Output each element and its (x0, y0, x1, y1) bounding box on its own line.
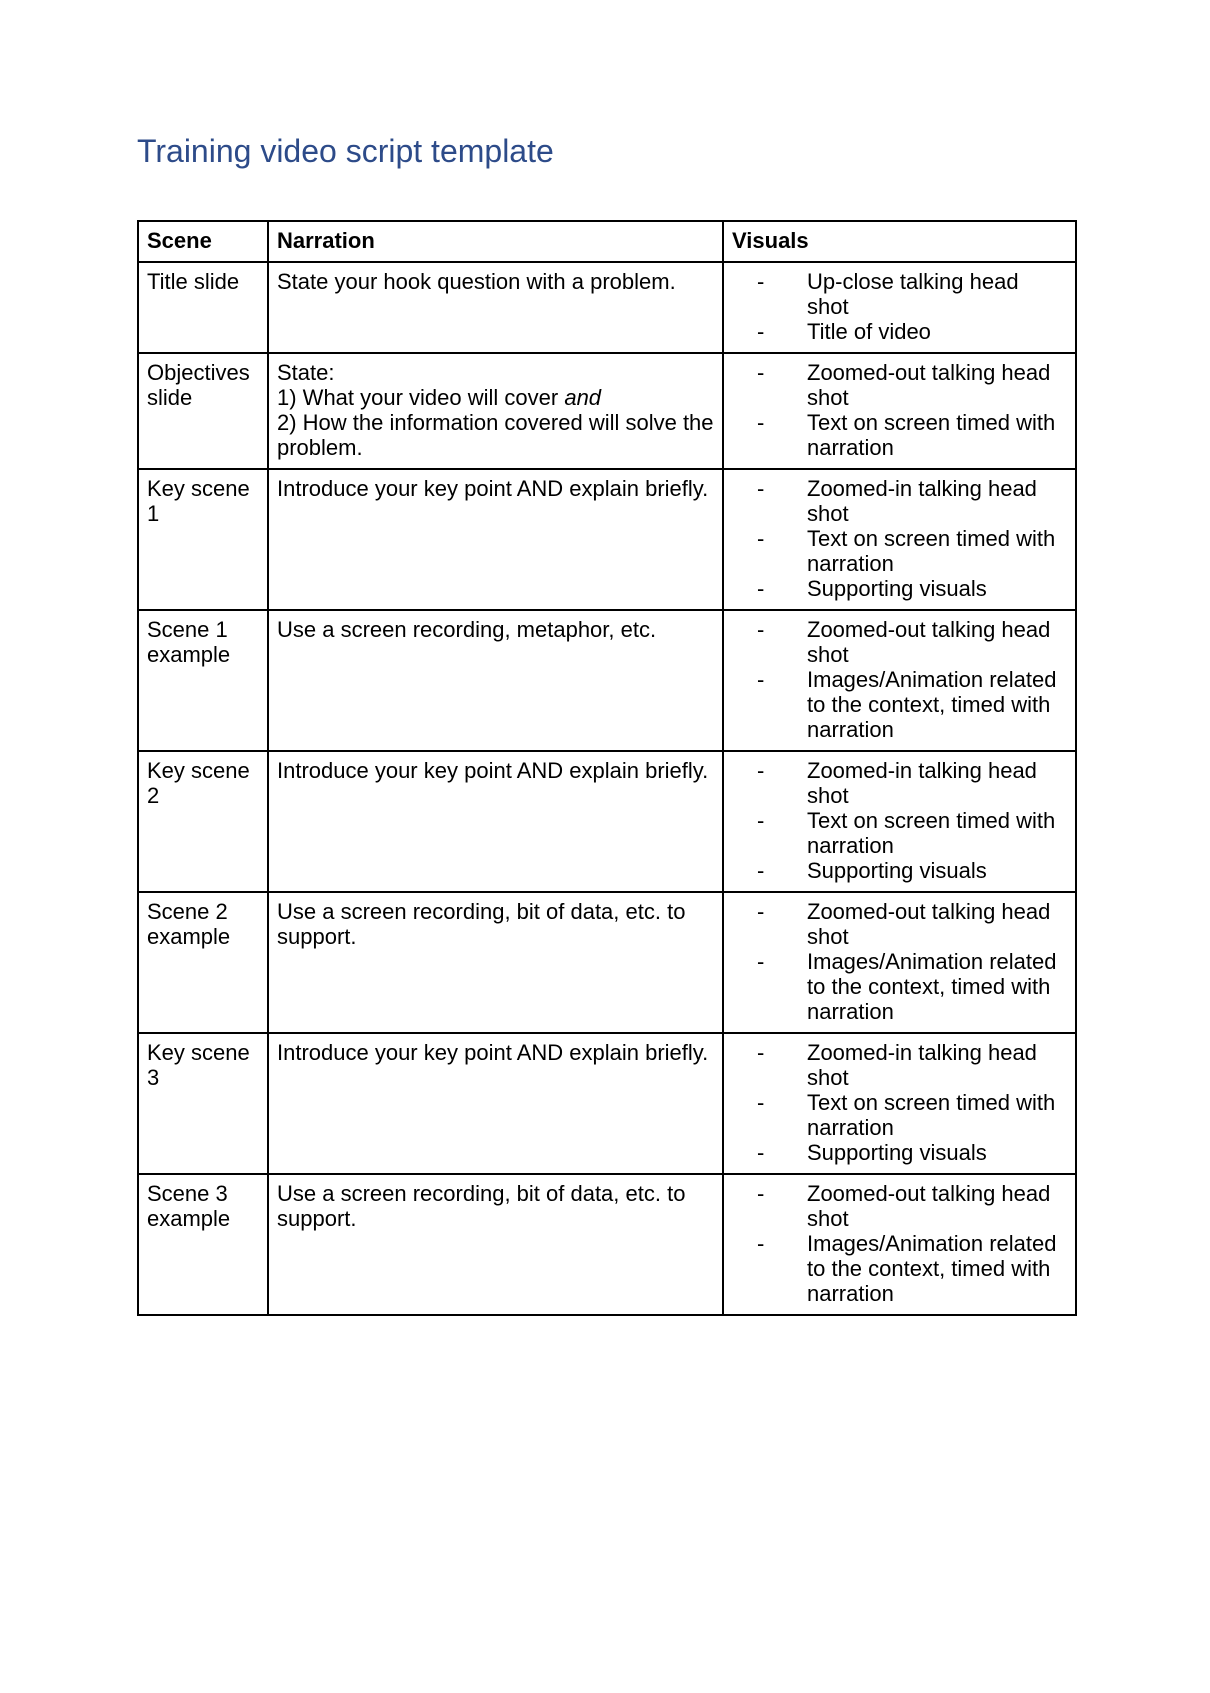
bullet-dash-marker: - (757, 360, 765, 385)
visuals-cell (723, 262, 1076, 353)
narration-text: 2) How the information covered will solve the problem. (277, 410, 714, 460)
visual-bullet-item (724, 269, 1075, 319)
visuals-cell (723, 353, 1076, 469)
column-header-visuals: Visuals (723, 221, 1076, 262)
table-row (138, 892, 1076, 1033)
visual-item-text: Supporting visuals (807, 576, 987, 601)
visual-item-text: Text on screen timed with narration (807, 808, 1056, 858)
bullet-dash-marker: - (757, 269, 765, 294)
table-row (138, 1174, 1076, 1315)
visual-bullet-item (724, 617, 1075, 667)
narration-cell (268, 1174, 723, 1315)
bullet-dash-marker: - (757, 576, 765, 601)
narration-cell (268, 469, 723, 610)
narration-line (277, 269, 717, 294)
narration-line (277, 758, 717, 783)
narration-text: State: (277, 360, 335, 385)
visuals-cell (723, 1033, 1076, 1174)
visuals-cell (723, 751, 1076, 892)
visual-bullet-item (724, 1040, 1075, 1090)
bullet-dash-marker: - (757, 949, 765, 974)
bullet-dash-marker: - (757, 526, 765, 551)
scene-cell: Scene 1 example (138, 610, 268, 751)
narration-text: Introduce your key point AND explain briefly. (277, 1040, 709, 1065)
visual-item-text: Supporting visuals (807, 858, 987, 883)
visual-item-text: Zoomed-in talking head shot (807, 476, 1037, 526)
visual-bullet-item (724, 667, 1075, 742)
script-table (137, 220, 1077, 1316)
bullet-dash-marker: - (757, 1140, 765, 1165)
narration-cell (268, 353, 723, 469)
bullet-dash-marker: - (757, 617, 765, 642)
column-header-narration: Narration (268, 221, 723, 262)
visual-item-text: Zoomed-out talking head shot (807, 360, 1051, 410)
document-page (0, 131, 1210, 1693)
visual-bullet-item (724, 1231, 1075, 1306)
table-row (138, 353, 1076, 469)
visual-bullet-item (724, 526, 1075, 576)
scene-cell: Scene 3 example (138, 1174, 268, 1315)
visual-item-text: Images/Animation related to the context, timed with narration (807, 949, 1057, 1024)
bullet-dash-marker: - (757, 667, 765, 692)
visual-item-text: Text on screen timed with narration (807, 410, 1056, 460)
table-row (138, 751, 1076, 892)
narration-line (277, 410, 717, 460)
visuals-cell (723, 610, 1076, 751)
visuals-cell (723, 1174, 1076, 1315)
visual-item-text: Text on screen timed with narration (807, 1090, 1056, 1140)
table-row (138, 469, 1076, 610)
scene-cell: Key scene 3 (138, 1033, 268, 1174)
bullet-dash-marker: - (757, 858, 765, 883)
bullet-dash-marker: - (757, 1090, 765, 1115)
visual-bullet-item (724, 410, 1075, 460)
table-header-row (138, 221, 1076, 262)
visual-item-text: Text on screen timed with narration (807, 526, 1056, 576)
visual-item-text: Zoomed-in talking head shot (807, 758, 1037, 808)
narration-line (277, 476, 717, 501)
narration-cell (268, 751, 723, 892)
visual-bullet-item (724, 1140, 1075, 1165)
visual-bullet-item (724, 1181, 1075, 1231)
visual-bullet-item (724, 949, 1075, 1024)
bullet-dash-marker: - (757, 319, 765, 344)
bullet-dash-marker: - (757, 808, 765, 833)
scene-cell: Objectives slide (138, 353, 268, 469)
visual-bullet-item (724, 576, 1075, 601)
narration-text-italic: and (564, 385, 602, 410)
visual-item-text: Zoomed-out talking head shot (807, 899, 1051, 949)
table-row (138, 610, 1076, 751)
visual-bullet-item (724, 758, 1075, 808)
narration-text: Introduce your key point AND explain briefly. (277, 758, 709, 783)
table-row (138, 262, 1076, 353)
visual-bullet-item (724, 899, 1075, 949)
visual-bullet-item (724, 858, 1075, 883)
visual-item-text: Title of video (807, 319, 931, 344)
scene-cell: Key scene 1 (138, 469, 268, 610)
bullet-dash-marker: - (757, 758, 765, 783)
visual-bullet-item (724, 1090, 1075, 1140)
narration-line (277, 385, 717, 410)
visual-item-text: Up-close talking head shot (807, 269, 1019, 319)
visual-item-text: Zoomed-out talking head shot (807, 617, 1051, 667)
scene-cell: Title slide (138, 262, 268, 353)
narration-text: Use a screen recording, metaphor, etc. (277, 617, 657, 642)
visual-item-text: Zoomed-out talking head shot (807, 1181, 1051, 1231)
visual-bullet-item (724, 319, 1075, 344)
narration-text: Use a screen recording, bit of data, etc. to support. (277, 1181, 686, 1231)
table-row (138, 1033, 1076, 1174)
bullet-dash-marker: - (757, 899, 765, 924)
narration-text: State your hook question with a problem. (277, 269, 676, 294)
visual-item-text: Zoomed-in talking head shot (807, 1040, 1037, 1090)
narration-cell (268, 892, 723, 1033)
narration-line (277, 617, 717, 642)
narration-cell (268, 610, 723, 751)
narration-text: Use a screen recording, bit of data, etc. to support. (277, 899, 686, 949)
bullet-dash-marker: - (757, 1231, 765, 1256)
narration-line (277, 1181, 717, 1231)
visual-bullet-item (724, 360, 1075, 410)
bullet-dash-marker: - (757, 1040, 765, 1065)
bullet-dash-marker: - (757, 410, 765, 435)
visual-bullet-item (724, 808, 1075, 858)
narration-text: 1) What your video will cover (277, 385, 565, 410)
visual-bullet-item (724, 476, 1075, 526)
narration-line (277, 360, 717, 385)
visual-item-text: Images/Animation related to the context, timed with narration (807, 1231, 1057, 1306)
narration-cell (268, 262, 723, 353)
visual-item-text: Supporting visuals (807, 1140, 987, 1165)
scene-cell: Key scene 2 (138, 751, 268, 892)
scene-cell: Scene 2 example (138, 892, 268, 1033)
narration-cell (268, 1033, 723, 1174)
visuals-cell (723, 469, 1076, 610)
document-title: Training video script template (137, 133, 554, 169)
narration-text: Introduce your key point AND explain briefly. (277, 476, 709, 501)
visual-item-text: Images/Animation related to the context, timed with narration (807, 667, 1057, 742)
visuals-cell (723, 892, 1076, 1033)
column-header-scene: Scene (138, 221, 268, 262)
narration-line (277, 899, 717, 949)
bullet-dash-marker: - (757, 1181, 765, 1206)
bullet-dash-marker: - (757, 476, 765, 501)
narration-line (277, 1040, 717, 1065)
